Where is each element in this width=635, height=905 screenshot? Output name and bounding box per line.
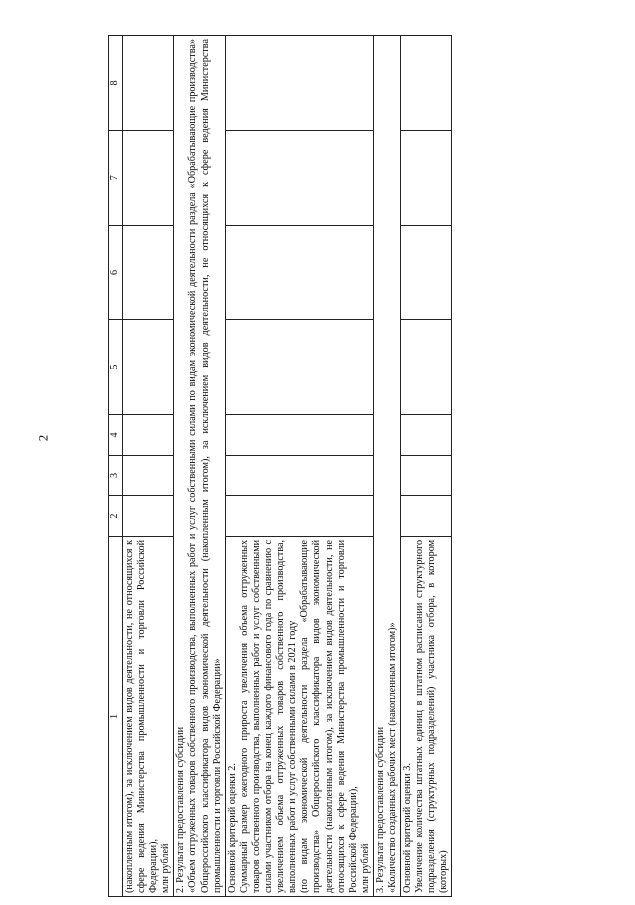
col-3-header: 3 — [109, 455, 123, 496]
empty-cell — [123, 496, 174, 537]
criterion-2-text2: (по видам экономической деятельности раздела «Обрабатывающие производства» Общероссийского классификатора видов экономической деятельности (накопленным итогом), за исключением видов деятельности, не относящихся к сфере ведения Министерства промышленности и торговли Российской Федерации), — [299, 539, 359, 893]
table-row — [401, 36, 452, 897]
empty-cell — [123, 415, 174, 456]
empty-cell — [225, 455, 373, 496]
col-1-header: 1 — [109, 536, 123, 896]
empty-cell — [123, 455, 174, 496]
row-a-cell — [123, 536, 174, 896]
section-2-cell — [174, 36, 225, 897]
empty-cell — [123, 320, 174, 415]
column-number-row — [109, 36, 123, 897]
criterion-3-cell — [401, 536, 452, 896]
criterion-3-title: Основной критерий оценки 3. — [402, 763, 414, 893]
col-8-header: 8 — [109, 36, 123, 131]
empty-cell — [401, 320, 452, 415]
empty-cell — [225, 496, 373, 537]
empty-cell — [401, 130, 452, 225]
rotated-table-area — [108, 35, 620, 897]
col-7-header: 7 — [109, 130, 123, 225]
section-2-description: «Объем отгруженных товаров собственного производства, выполненных работ и услуг собственными силами по видам экономической деятельности раздела «Обрабатывающие производства» Общероссийского классификатора видов экономической деятельности (накопленным итогом), за исключением видов деятельности, не относящихся к сфере ведения Министерства промышленности и торговли Российской Федерации» — [187, 39, 223, 893]
empty-cell — [401, 496, 452, 537]
section-3-row — [373, 36, 400, 897]
section-3-title: 3. Результат предоставления субсидии — [374, 726, 386, 893]
empty-cell — [225, 320, 373, 415]
row-a-text: (накопленным итогом), за исключением видов деятельности, не относящихся к сфере ведения Министерства промышленности и торговли Российской Федерации), — [124, 539, 160, 893]
col-5-header: 5 — [109, 320, 123, 415]
section-2-row — [174, 36, 225, 897]
empty-cell — [123, 130, 174, 225]
col-2-header: 2 — [109, 496, 123, 537]
empty-cell — [123, 36, 174, 131]
table-row — [123, 36, 174, 897]
section-3-cell — [373, 36, 400, 897]
criterion-2-title: Основной критерий оценки 2. — [226, 763, 238, 893]
empty-cell — [401, 415, 452, 456]
criterion-2-cell — [225, 536, 373, 896]
section-3-description: «Количество созданных рабочих мест (накопленным итогом)» — [386, 622, 398, 893]
empty-cell — [225, 225, 373, 320]
empty-cell — [225, 130, 373, 225]
empty-cell — [225, 36, 373, 131]
empty-cell — [401, 36, 452, 131]
table-row — [225, 36, 373, 897]
empty-cell — [225, 415, 373, 456]
page-number: 2 — [35, 434, 51, 442]
table-wrapper — [108, 35, 620, 897]
criterion-2-text: Суммарный размер ежегодного прироста увеличения объема отгруженных товаров собственного производства, выполненных работ и услуг собственными силами участником отбора на конец каждого финансового года по сравнению с увеличением объема отгруженных товаров собственного производства, выполненных работ и услуг собственными силами в 2021 году — [238, 539, 299, 893]
col-4-header: 4 — [109, 415, 123, 456]
col-6-header: 6 — [109, 225, 123, 320]
row-a-unit: млн рублей — [160, 843, 172, 893]
empty-cell — [401, 225, 452, 320]
criterion-3-text: Увеличение количества штатных единиц в штатном расписании структурного подразделения (структурных подразделений) участника отбора, в котором (которых) — [414, 539, 450, 893]
section-2-title: 2. Результат предоставления субсидии — [175, 726, 187, 893]
criteria-table — [108, 35, 452, 897]
empty-cell — [123, 225, 174, 320]
empty-cell — [401, 455, 452, 496]
criterion-2-unit: млн рублей — [359, 843, 371, 893]
